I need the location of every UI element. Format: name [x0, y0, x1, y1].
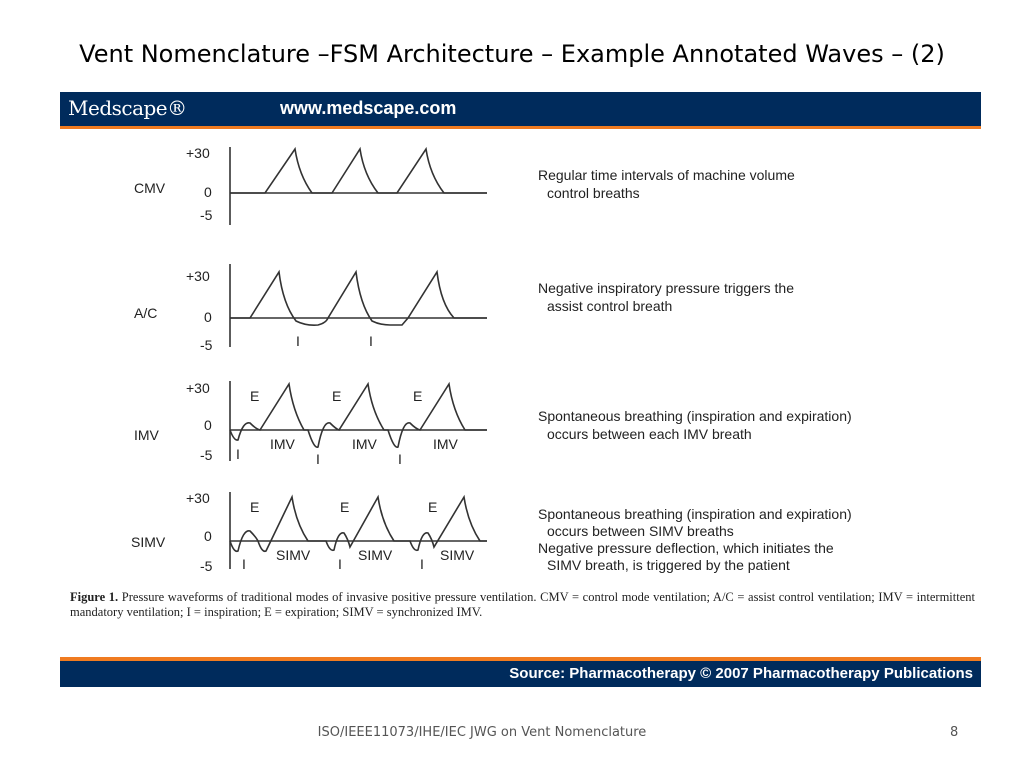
- panel-cmv: [230, 147, 487, 225]
- cmv-tick-minus5: -5: [200, 207, 213, 223]
- simv-marker-i-1: I: [242, 556, 246, 572]
- cmv-waveform: [230, 149, 487, 193]
- simv-tick-plus30: +30: [186, 490, 210, 506]
- ac-tick-zero: 0: [204, 309, 212, 325]
- ac-description-line-2: assist control breath: [547, 298, 673, 314]
- imv-marker-imv-2: IMV: [352, 436, 377, 452]
- simv-description-line-1: Spontaneous breathing (inspiration and expiration): [538, 506, 852, 522]
- caption-text: Pressure waveforms of traditional modes of invasive positive pressure ventilation. CMV = control mode ventilation; A/C = assist control ventilation; IMV = intermittent mandatory ventilation; I = inspiration; E = expiration; SIMV = synchronized IMV.: [70, 590, 975, 619]
- waveform-diagram: [60, 129, 981, 587]
- simv-marker-i-2: I: [338, 556, 342, 572]
- imv-description-line-1: Spontaneous breathing (inspiration and expiration): [538, 408, 852, 424]
- page-number: 8: [950, 725, 959, 740]
- simv-tick-zero: 0: [204, 528, 212, 544]
- panel-ac: [230, 264, 487, 347]
- simv-mode-label: SIMV: [131, 534, 166, 550]
- cmv-tick-zero: 0: [204, 184, 212, 200]
- simv-tick-minus5: -5: [200, 558, 213, 574]
- imv-description-line-2: occurs between each IMV breath: [547, 426, 752, 442]
- cmv-description-line-2: control breaths: [547, 185, 640, 201]
- simv-marker-e-2: E: [340, 499, 350, 515]
- slide-title: Vent Nomenclature –FSM Architecture – Example Annotated Waves – (2): [79, 40, 945, 68]
- imv-marker-i-1: I: [236, 446, 240, 462]
- ac-marker-i-2: I: [369, 333, 373, 349]
- medscape-url: www.medscape.com: [280, 98, 457, 118]
- source-bar: [60, 661, 981, 687]
- imv-marker-imv-3: IMV: [433, 436, 458, 452]
- simv-marker-simv-1: SIMV: [276, 547, 311, 563]
- simv-marker-i-3: I: [420, 556, 424, 572]
- figure: [60, 92, 981, 687]
- imv-tick-plus30: +30: [186, 380, 210, 396]
- medscape-banner: [60, 92, 981, 126]
- ac-description-line-1: Negative inspiratory pressure triggers the: [538, 280, 795, 296]
- simv-marker-simv-3: SIMV: [440, 547, 475, 563]
- ac-tick-minus5: -5: [200, 337, 213, 353]
- slide-footer: ISO/IEEE11073/IHE/IEC JWG on Vent Nomenclature: [317, 725, 647, 740]
- simv-marker-e-1: E: [250, 499, 260, 515]
- imv-tick-zero: 0: [204, 417, 212, 433]
- simv-marker-e-3: E: [428, 499, 438, 515]
- imv-mode-label: IMV: [134, 427, 159, 443]
- simv-description-line-3: Negative pressure deflection, which initiates the: [538, 540, 834, 556]
- cmv-mode-label: CMV: [134, 180, 166, 196]
- imv-marker-i-3: I: [398, 451, 402, 467]
- source-credit: Source: Pharmacotherapy © 2007 Pharmacotherapy Publications: [509, 665, 973, 682]
- imv-marker-e-2: E: [332, 388, 342, 404]
- cmv-description-line-1: Regular time intervals of machine volume: [538, 167, 795, 183]
- imv-tick-minus5: -5: [200, 447, 213, 463]
- imv-marker-e-1: E: [250, 388, 260, 404]
- simv-waveform: [230, 497, 487, 551]
- medscape-logo: Medscape®: [68, 96, 187, 120]
- ac-tick-plus30: +30: [186, 268, 210, 284]
- imv-marker-e-3: E: [413, 388, 423, 404]
- simv-marker-simv-2: SIMV: [358, 547, 393, 563]
- simv-description-line-2: occurs between SIMV breaths: [547, 523, 734, 539]
- cmv-tick-plus30: +30: [186, 145, 210, 161]
- ac-waveform: [230, 272, 487, 325]
- figure-caption: [70, 590, 975, 619]
- ac-marker-i-1: I: [296, 333, 300, 349]
- caption-label: Figure 1.: [70, 590, 119, 604]
- imv-marker-imv-1: IMV: [270, 436, 295, 452]
- imv-marker-i-2: I: [316, 451, 320, 467]
- simv-description-line-4: SIMV breath, is triggered by the patient: [547, 557, 790, 573]
- ac-mode-label: A/C: [134, 305, 158, 321]
